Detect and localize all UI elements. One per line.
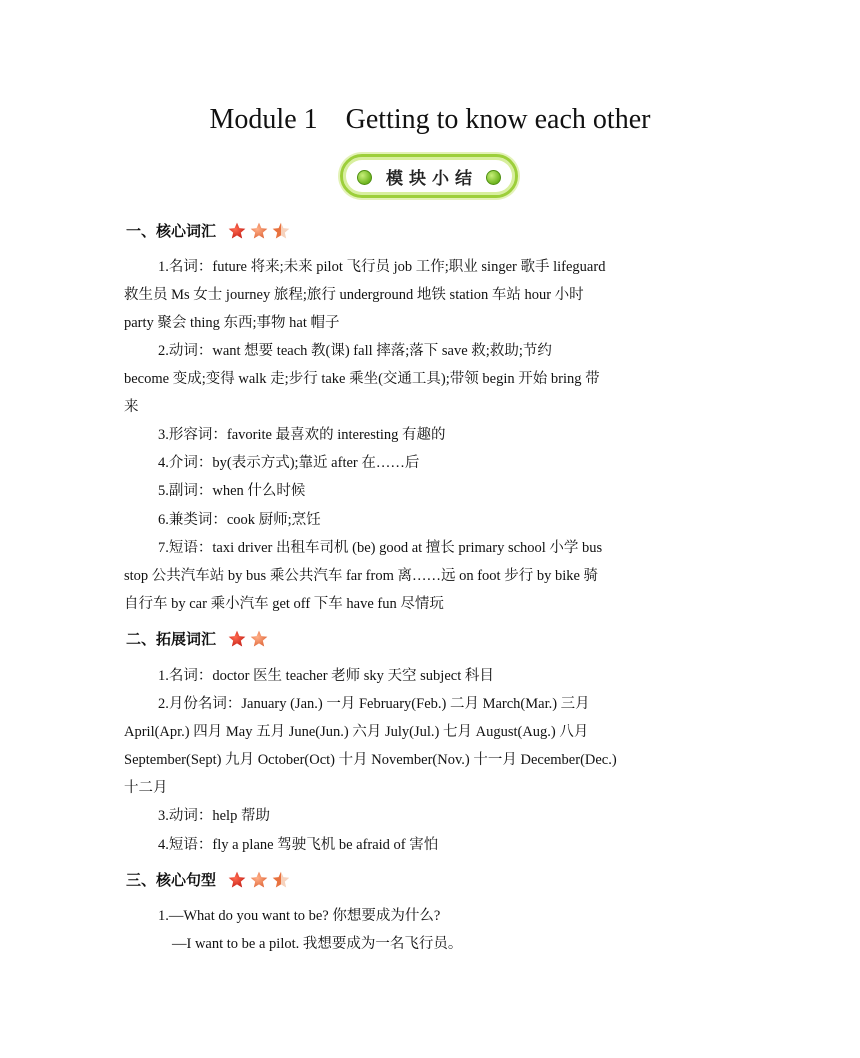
vocab-line: 来 bbox=[124, 399, 139, 415]
vocab-line: 自行车 by car 乘小汽车 get off 下车 have fun 尽情玩 bbox=[124, 596, 444, 612]
badge-label: 模块小结 bbox=[386, 168, 478, 189]
star-full-icon bbox=[226, 629, 248, 649]
star-full-icon bbox=[248, 870, 270, 890]
vocab-line: stop 公共汽车站 by bus 乘公共汽车 far from 离……远 on foot 步行 by bike 骑 bbox=[124, 568, 599, 584]
sentence-line: —I want to be a pilot. 我想要成为一名飞行员。 bbox=[172, 936, 463, 952]
vocab-line: 救生员 Ms 女士 journey 旅程;旅行 underground 地铁 station 车站 hour 小时 bbox=[124, 287, 584, 303]
module-number: Module 1 bbox=[209, 104, 318, 135]
star-full-icon bbox=[248, 221, 270, 241]
section-heading-core-sentences bbox=[126, 869, 292, 890]
vocab-line: 4.短语：fly a plane 驾驶飞机 be afraid of 害怕 bbox=[158, 837, 439, 853]
module-summary-badge bbox=[340, 154, 518, 198]
difficulty-stars bbox=[226, 629, 270, 649]
vocab-line: become 变成;变得 walk 走;步行 take 乘坐(交通工具);带领 begin 开始 bring 带 bbox=[124, 371, 600, 387]
green-dot-icon bbox=[486, 170, 501, 185]
section-heading-extended-vocabulary bbox=[126, 628, 270, 649]
vocab-line: 7.短语：taxi driver 出租车司机 (be) good at 擅长 primary school 小学 bus bbox=[158, 540, 603, 556]
section-heading-text: 二、拓展词汇 bbox=[126, 630, 217, 648]
section-heading-text: 一、核心词汇 bbox=[126, 222, 217, 240]
vocab-line: 1.名词：future 将来;未来 pilot 飞行员 job 工作;职业 singer 歌手 lifeguard bbox=[158, 259, 606, 275]
vocab-line: 5.副词：when 什么时候 bbox=[158, 483, 306, 499]
page-title bbox=[0, 104, 860, 136]
vocab-line: 2.动词：want 想要 teach 教(课) fall 摔落;落下 save 救;救助;节约 bbox=[158, 343, 552, 359]
star-full-icon bbox=[248, 629, 270, 649]
star-full-icon bbox=[226, 870, 248, 890]
vocab-line: party 聚会 thing 东西;事物 hat 帽子 bbox=[124, 315, 340, 331]
section-heading-core-vocabulary bbox=[126, 220, 292, 241]
vocab-line: 6.兼类词：cook 厨师;烹饪 bbox=[158, 512, 321, 528]
vocab-line: 2.月份名词：January (Jan.) 一月 February(Feb.) 二月 March(Mar.) 三月 bbox=[158, 696, 590, 712]
difficulty-stars bbox=[226, 870, 292, 890]
star-half-icon bbox=[270, 221, 292, 241]
sentence-line: 1.—What do you want to be? 你想要成为什么? bbox=[158, 908, 441, 924]
module-topic: Getting to know each other bbox=[345, 104, 651, 135]
vocab-line: 3.形容词：favorite 最喜欢的 interesting 有趣的 bbox=[158, 427, 446, 443]
vocab-line: 十二月 bbox=[124, 780, 168, 796]
vocab-line: 3.动词：help 帮助 bbox=[158, 808, 270, 824]
section-heading-text: 三、核心句型 bbox=[126, 871, 217, 889]
difficulty-stars bbox=[226, 221, 292, 241]
green-dot-icon bbox=[357, 170, 372, 185]
vocab-line: 1.名词：doctor 医生 teacher 老师 sky 天空 subject 科目 bbox=[158, 668, 494, 684]
star-full-icon bbox=[226, 221, 248, 241]
vocab-line: 4.介词：by(表示方式);靠近 after 在……后 bbox=[158, 455, 420, 471]
vocab-line: April(Apr.) 四月 May 五月 June(Jun.) 六月 July(Jul.) 七月 August(Aug.) 八月 bbox=[124, 724, 589, 740]
star-half-icon bbox=[270, 870, 292, 890]
vocab-line: September(Sept) 九月 October(Oct) 十月 November(Nov.) 十一月 December(Dec.) bbox=[124, 752, 617, 768]
